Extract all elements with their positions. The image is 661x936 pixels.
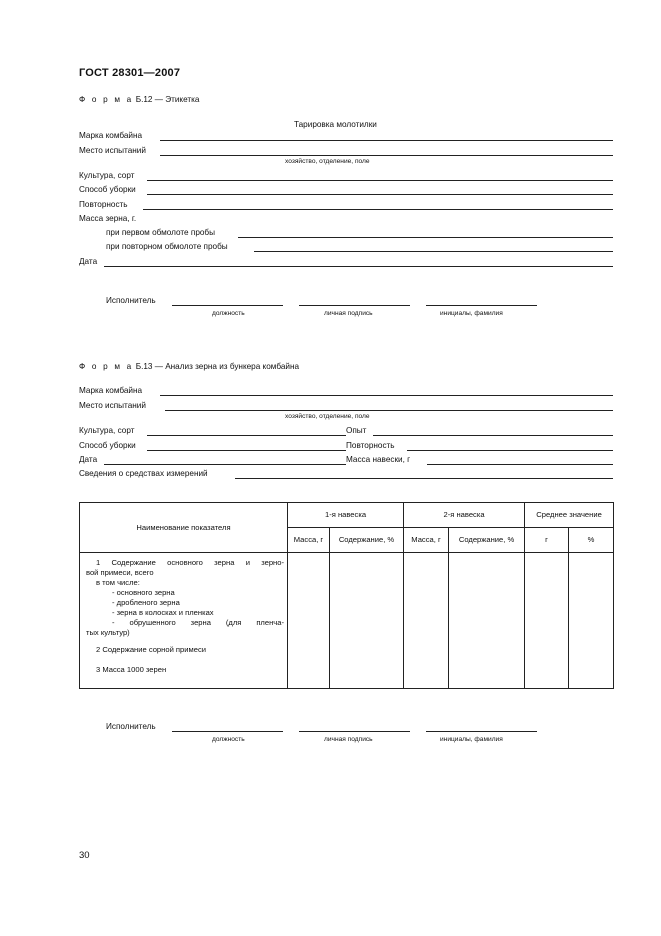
harvest-method-label: Способ уборки [79, 185, 136, 194]
b13-test-place-line[interactable] [165, 410, 613, 411]
subheader-mass-2: Масса, г [404, 528, 449, 553]
b13-harvest-method-label: Способ уборки [79, 441, 136, 450]
b13-crop-variety-label: Культура, сорт [79, 426, 135, 435]
subheader-g: г [525, 528, 569, 553]
test-place-hint: хозяйство, отделение, поле [285, 158, 370, 165]
b13-test-place-label: Место испытаний [79, 401, 146, 410]
b13-position-hint: должность [212, 736, 245, 743]
b13-signature-line[interactable] [299, 731, 410, 732]
combine-brand-line[interactable] [160, 140, 613, 141]
row-1-bullet-4-line-2: тых культур) [86, 628, 130, 637]
grain-analysis-table [79, 502, 614, 689]
row-1-bullet-3: - зерна в колосках и пленках [112, 608, 214, 617]
b13-experiment-line[interactable] [373, 435, 613, 436]
combine-brand-label: Марка комбайна [79, 131, 143, 140]
table-row-labels [80, 553, 288, 689]
form-b12-label [79, 95, 199, 105]
b13-instruments-label: Сведения о средствах измерений [79, 469, 208, 478]
b13-test-place-hint: хозяйство, отделение, поле [285, 413, 370, 420]
b13-executor-label: Исполнитель [106, 722, 156, 731]
b13-combine-brand-line[interactable] [160, 395, 613, 396]
b13-initials-line[interactable] [426, 731, 537, 732]
b13-date-label: Дата [79, 455, 98, 464]
form-prefix: Ф о р м а [79, 362, 134, 371]
b13-experiment-label: Опыт [346, 426, 367, 435]
form-b13-caption: Б.13 — Анализ зерна из бункера комбайна [133, 362, 300, 371]
b13-signature-hint: личная подпись [324, 736, 373, 743]
crop-variety-line[interactable] [147, 180, 613, 181]
form-b12-caption: Б.12 — Этикетка [133, 95, 200, 104]
cell-avg-g[interactable] [525, 553, 569, 689]
row-1-bullet-2: - дробленого зерна [112, 598, 180, 607]
row-1-line-2: вой примеси, всего [86, 568, 154, 577]
form-b12-title: Тарировка молотилки [294, 120, 377, 129]
row-1-bullet-4-line-1: - обрушенного зерна (для пленча- [112, 618, 284, 627]
row-3-label: 3 Масса 1000 зерен [96, 665, 167, 674]
first-threshing-line[interactable] [238, 237, 613, 238]
grain-mass-label: Масса зерна, г. [79, 214, 137, 223]
row-1-including: в том числе: [96, 578, 140, 587]
test-place-line[interactable] [160, 155, 613, 156]
header-average: Среднее значение [525, 503, 614, 528]
cell-content-1[interactable] [330, 553, 404, 689]
cell-mass-1[interactable] [288, 553, 330, 689]
subheader-content-2: Содержание, % [449, 528, 525, 553]
cell-avg-pct[interactable] [569, 553, 614, 689]
cell-content-2[interactable] [449, 553, 525, 689]
form-prefix: Ф о р м а [79, 95, 134, 104]
b13-instruments-line[interactable] [235, 478, 613, 479]
repeat-threshing-line[interactable] [254, 251, 613, 252]
header-sample-2: 2-я навеска [404, 503, 525, 528]
b13-date-line[interactable] [104, 464, 346, 465]
row-2-label: 2 Содержание сорной примеси [96, 645, 206, 654]
initials-line[interactable] [426, 305, 537, 306]
subheader-mass-1: Масса, г [288, 528, 330, 553]
position-hint: должность [212, 310, 245, 317]
form-b13-label [79, 362, 299, 372]
b13-repetition-label: Повторность [346, 441, 395, 450]
repetition-label: Повторность [79, 200, 128, 209]
b13-harvest-method-line[interactable] [147, 450, 346, 451]
b13-sample-mass-label: Масса навески, г [346, 455, 411, 464]
signature-line[interactable] [299, 305, 410, 306]
date-label: Дата [79, 257, 98, 266]
subheader-content-1: Содержание, % [330, 528, 404, 553]
subheader-pct: % [569, 528, 614, 553]
date-line[interactable] [104, 266, 613, 267]
test-place-label: Место испытаний [79, 146, 146, 155]
executor-label: Исполнитель [106, 296, 156, 305]
row-1-line-1: 1 Содержание основного зерна и зерно- [96, 558, 284, 567]
repetition-line[interactable] [143, 209, 613, 210]
b13-initials-hint: инициалы, фамилия [440, 736, 503, 743]
repeat-threshing-label: при повторном обмолоте пробы [106, 242, 228, 251]
b13-position-line[interactable] [172, 731, 283, 732]
position-line[interactable] [172, 305, 283, 306]
signature-hint: личная подпись [324, 310, 373, 317]
crop-variety-label: Культура, сорт [79, 171, 135, 180]
header-sample-1: 1-я навеска [288, 503, 404, 528]
page-number: 30 [79, 850, 90, 861]
cell-mass-2[interactable] [404, 553, 449, 689]
b13-crop-variety-line[interactable] [147, 435, 346, 436]
initials-hint: инициалы, фамилия [440, 310, 503, 317]
b13-sample-mass-line[interactable] [427, 464, 613, 465]
b13-combine-brand-label: Марка комбайна [79, 386, 143, 395]
row-1-bullet-1: - основного зерна [112, 588, 175, 597]
first-threshing-label: при первом обмолоте пробы [106, 228, 215, 237]
b13-repetition-line[interactable] [407, 450, 613, 451]
header-indicator-name: Наименование показателя [80, 503, 288, 553]
document-title: ГОСТ 28301—2007 [79, 67, 181, 79]
harvest-method-line[interactable] [147, 194, 613, 195]
